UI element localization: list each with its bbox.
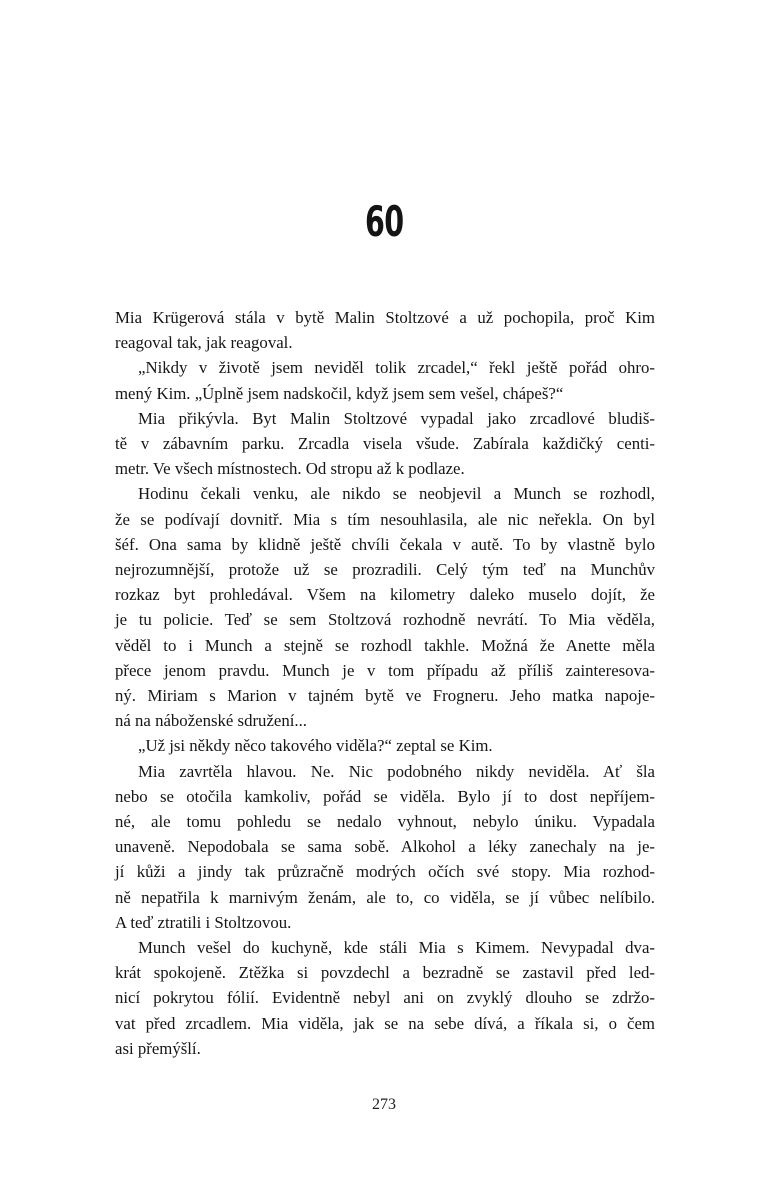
- text-line: je tu policie. Teď se sem Stoltzová rozhodně nevrátí. To Mia věděla,: [115, 610, 655, 630]
- text-line: nejrozumnější, protože už se prozradili. Celý tým teď na Munchův: [115, 560, 655, 580]
- paragraph: [115, 355, 655, 405]
- text-line: „Nikdy v životě jsem neviděl tolik zrcadel,“ řekl ještě pořád ohro-: [138, 358, 655, 378]
- chapter-heading: [0, 198, 768, 256]
- text-line: mený Kim. „Úplně jsem nadskočil, když jsem sem vešel, chápeš?“: [115, 383, 564, 403]
- text-line: tě v zábavním parku. Zrcadla visela všude. Zabírala každičký centi-: [115, 434, 655, 454]
- paragraph: [115, 305, 655, 355]
- text-line: přece jenom pravdu. Munch je v tom případu až příliš zainteresova-: [115, 660, 655, 680]
- text-line: „Už jsi někdy něco takového viděla?“ zeptal se Kim.: [138, 736, 493, 756]
- text-line: věděl to i Munch a stejně se rozhodl takhle. Možná že Anette měla: [115, 635, 655, 655]
- text-line: Hodinu čekali venku, ale nikdo se neobjevil a Munch se rozhodl,: [138, 484, 655, 504]
- chapter-number: 60: [364, 197, 404, 246]
- text-line: metr. Ve všech místnostech. Od stropu až k podlaze.: [115, 459, 465, 479]
- text-line: Mia přikývla. Byt Malin Stoltzové vypadal jako zrcadlové bludiš-: [138, 408, 655, 428]
- text-line: ně nepatřila k marnivým ženám, ale to, co viděla, se jí vůbec nelíbilo.: [115, 887, 655, 907]
- text-line: Mia Krügerová stála v bytě Malin Stoltzové a už pochopila, proč Kim: [115, 308, 655, 327]
- text-line: ný. Miriam s Marion v tajném bytě ve Frogneru. Jeho matka napoje-: [115, 686, 655, 706]
- text-line: asi přemýšlí.: [115, 1038, 201, 1058]
- text-line: Mia zavrtěla hlavou. Ne. Nic podobného nikdy neviděla. Ať šla: [138, 761, 655, 781]
- text-line: ná na náboženské sdružení...: [115, 711, 307, 731]
- text-line: A teď ztratili i Stoltzovou.: [115, 912, 292, 932]
- text-line: jí kůži a jindy tak průzračně modrých očích své stopy. Mia rozhod-: [115, 862, 655, 882]
- page-body: [115, 305, 655, 1061]
- paragraph: [115, 481, 655, 733]
- text-line: vat před zrcadlem. Mia viděla, jak se na sebe dívá, a říkala si, o čem: [115, 1013, 655, 1033]
- text-line: rozkaz byt prohledával. Všem na kilometry daleko muselo dojít, že: [115, 585, 655, 605]
- page-number: 273: [372, 1096, 396, 1113]
- text-line: šéf. Ona sama by klidně ještě chvíli čekala v autě. To by vlastně bylo: [115, 534, 655, 554]
- text-line: nebo se otočila kamkoliv, pořád se viděla. Bylo jí to dost nepříjem-: [115, 786, 655, 806]
- paragraph: [115, 759, 655, 935]
- text-line: že se podívají dovnitř. Mia s tím nesouhlasila, ale nic neřekla. On byl: [115, 509, 655, 529]
- text-line: nicí pokrytou fólií. Evidentně nebyl ani on zvyklý dlouho se zdržo-: [115, 988, 655, 1008]
- paragraph: [115, 935, 655, 1061]
- text-line: unaveně. Nepodobala se sama sobě. Alkohol a léky zanechaly na je-: [115, 837, 655, 857]
- text-line: krát spokojeně. Ztěžka si povzdechl a bezradně se zastavil před led-: [115, 963, 655, 983]
- paragraph: [115, 733, 655, 758]
- text-line: né, ale tomu pohledu se nedalo vyhnout, nebylo úniku. Vypadala: [115, 812, 655, 832]
- paragraph: [115, 406, 655, 482]
- text-line: Munch vešel do kuchyně, kde stáli Mia s Kimem. Nevypadal dva-: [138, 938, 655, 958]
- text-line: reagoval tak, jak reagoval.: [115, 333, 293, 353]
